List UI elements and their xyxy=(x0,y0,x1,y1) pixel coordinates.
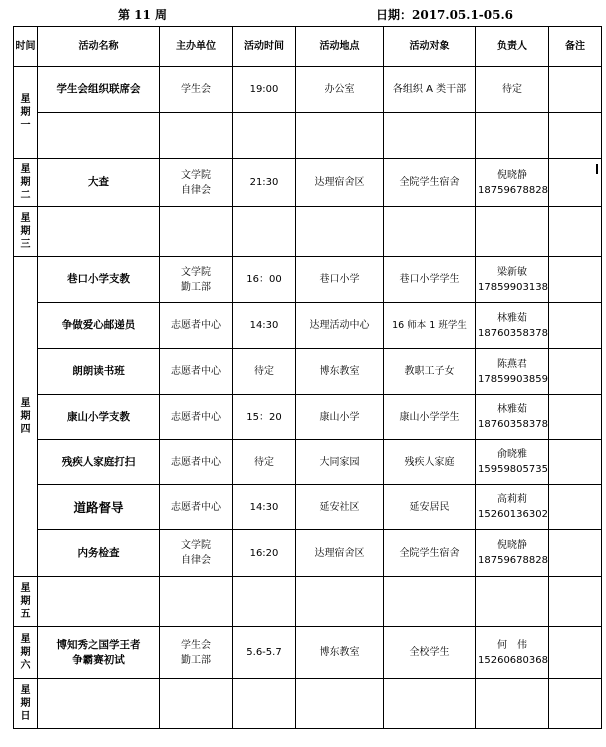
activity-note xyxy=(549,257,602,303)
col-header-activity-time: 活动时间 xyxy=(233,27,296,67)
col-header-target: 活动对象 xyxy=(384,27,476,67)
activity-place: 博东教室 xyxy=(296,627,384,679)
table-row xyxy=(14,485,602,530)
edge-mark xyxy=(596,164,598,174)
activity-person: 倪晓静 18759678828 xyxy=(476,159,549,207)
col-header-name: 活动名称 xyxy=(38,27,160,67)
table-row-empty xyxy=(14,577,602,627)
activity-target: 全院学生宿舍 xyxy=(384,159,476,207)
activity-person: 梁新敏 17859903138 xyxy=(476,257,549,303)
activity-person: 陈燕君 17859903859 xyxy=(476,349,549,395)
table-row-empty xyxy=(14,207,602,257)
table-row xyxy=(14,67,602,113)
activity-time: 21:30 xyxy=(233,159,296,207)
activity-target: 延安居民 xyxy=(384,485,476,530)
activity-name: 道路督导 xyxy=(38,485,160,530)
activity-time: 待定 xyxy=(233,349,296,395)
activity-target: 教职工子女 xyxy=(384,349,476,395)
activity-place: 康山小学 xyxy=(296,395,384,440)
activity-time: 19:00 xyxy=(233,67,296,113)
activity-place: 办公室 xyxy=(296,67,384,113)
activity-time: 14:30 xyxy=(233,485,296,530)
activity-time: 5.6-5.7 xyxy=(233,627,296,679)
table-row xyxy=(14,440,602,485)
day-tuesday: 星 期 二 xyxy=(14,159,38,207)
activity-time: 16：00 xyxy=(233,257,296,303)
activity-person: 倪晓静 18759678828 xyxy=(476,530,549,577)
table-row xyxy=(14,349,602,395)
activity-note xyxy=(549,530,602,577)
table-row xyxy=(14,627,602,679)
day-wednesday: 星 期 三 xyxy=(14,207,38,257)
day-saturday: 星 期 六 xyxy=(14,627,38,679)
activity-place: 博东教室 xyxy=(296,349,384,395)
col-header-person: 负责人 xyxy=(476,27,549,67)
schedule-table xyxy=(13,26,602,729)
activity-org: 学生会 xyxy=(160,67,233,113)
activity-org: 文学院 自律会 xyxy=(160,530,233,577)
day-thursday: 星 期 四 xyxy=(14,257,38,577)
activity-org: 志愿者中心 xyxy=(160,485,233,530)
activity-person: 待定 xyxy=(476,67,549,113)
table-row xyxy=(14,303,602,349)
table-row xyxy=(14,530,602,577)
table-row-empty xyxy=(14,679,602,729)
col-header-time: 时间 xyxy=(14,27,38,67)
activity-org: 学生会 勤工部 xyxy=(160,627,233,679)
activity-place: 达理宿舍区 xyxy=(296,530,384,577)
activity-target: 康山小学学生 xyxy=(384,395,476,440)
activity-name: 学生会组织联席会 xyxy=(38,67,160,113)
activity-target: 全校学生 xyxy=(384,627,476,679)
activity-note xyxy=(549,485,602,530)
activity-person: 俞晓雅 15959805735 xyxy=(476,440,549,485)
activity-time: 待定 xyxy=(233,440,296,485)
activity-note xyxy=(549,627,602,679)
activity-note xyxy=(549,440,602,485)
week-label: 第 11 周 xyxy=(118,8,168,22)
table-row xyxy=(14,395,602,440)
table-row xyxy=(14,257,602,303)
activity-time: 15：20 xyxy=(233,395,296,440)
activity-org: 志愿者中心 xyxy=(160,303,233,349)
activity-note xyxy=(549,67,602,113)
activity-note xyxy=(549,303,602,349)
activity-person: 高莉莉 15260136302 xyxy=(476,485,549,530)
activity-note xyxy=(549,395,602,440)
activity-place: 巷口小学 xyxy=(296,257,384,303)
activity-person: 林雅茹 18760358378 xyxy=(476,303,549,349)
activity-note xyxy=(549,349,602,395)
activity-time: 16:20 xyxy=(233,530,296,577)
col-header-note: 备注 xyxy=(549,27,602,67)
activity-name: 残疾人家庭打扫 xyxy=(38,440,160,485)
activity-name: 巷口小学支教 xyxy=(38,257,160,303)
activity-person: 何 伟 15260680368 xyxy=(476,627,549,679)
activity-person: 林雅茹 18760358378 xyxy=(476,395,549,440)
activity-name: 康山小学支教 xyxy=(38,395,160,440)
col-header-org: 主办单位 xyxy=(160,27,233,67)
activity-target: 残疾人家庭 xyxy=(384,440,476,485)
activity-target: 全院学生宿舍 xyxy=(384,530,476,577)
activity-target: 各组织 A 类干部 xyxy=(384,67,476,113)
activity-org: 志愿者中心 xyxy=(160,440,233,485)
activity-place: 大同家园 xyxy=(296,440,384,485)
day-monday: 星 期 一 xyxy=(14,67,38,159)
activity-note xyxy=(549,159,602,207)
day-sunday: 星 期 日 xyxy=(14,679,38,729)
activity-target: 16 师本 1 班学生 xyxy=(384,303,476,349)
day-friday: 星 期 五 xyxy=(14,577,38,627)
activity-org: 文学院 自律会 xyxy=(160,159,233,207)
activity-place: 达理宿舍区 xyxy=(296,159,384,207)
activity-target: 巷口小学学生 xyxy=(384,257,476,303)
date-range: 日期：2017.05.1-05.6 xyxy=(376,8,514,22)
activity-time: 14:30 xyxy=(233,303,296,349)
activity-place: 达理活动中心 xyxy=(296,303,384,349)
activity-name: 内务检查 xyxy=(38,530,160,577)
activity-name: 朗朗读书班 xyxy=(38,349,160,395)
activity-name: 争做爱心邮递员 xyxy=(38,303,160,349)
header-row xyxy=(14,27,602,67)
activity-org: 志愿者中心 xyxy=(160,349,233,395)
activity-name: 博知秀之国学王者 争霸赛初试 xyxy=(38,627,160,679)
table-row xyxy=(14,159,602,207)
activity-org: 文学院 勤工部 xyxy=(160,257,233,303)
activity-place: 延安社区 xyxy=(296,485,384,530)
col-header-place: 活动地点 xyxy=(296,27,384,67)
activity-name: 大查 xyxy=(38,159,160,207)
table-row-empty xyxy=(14,113,602,159)
activity-org: 志愿者中心 xyxy=(160,395,233,440)
